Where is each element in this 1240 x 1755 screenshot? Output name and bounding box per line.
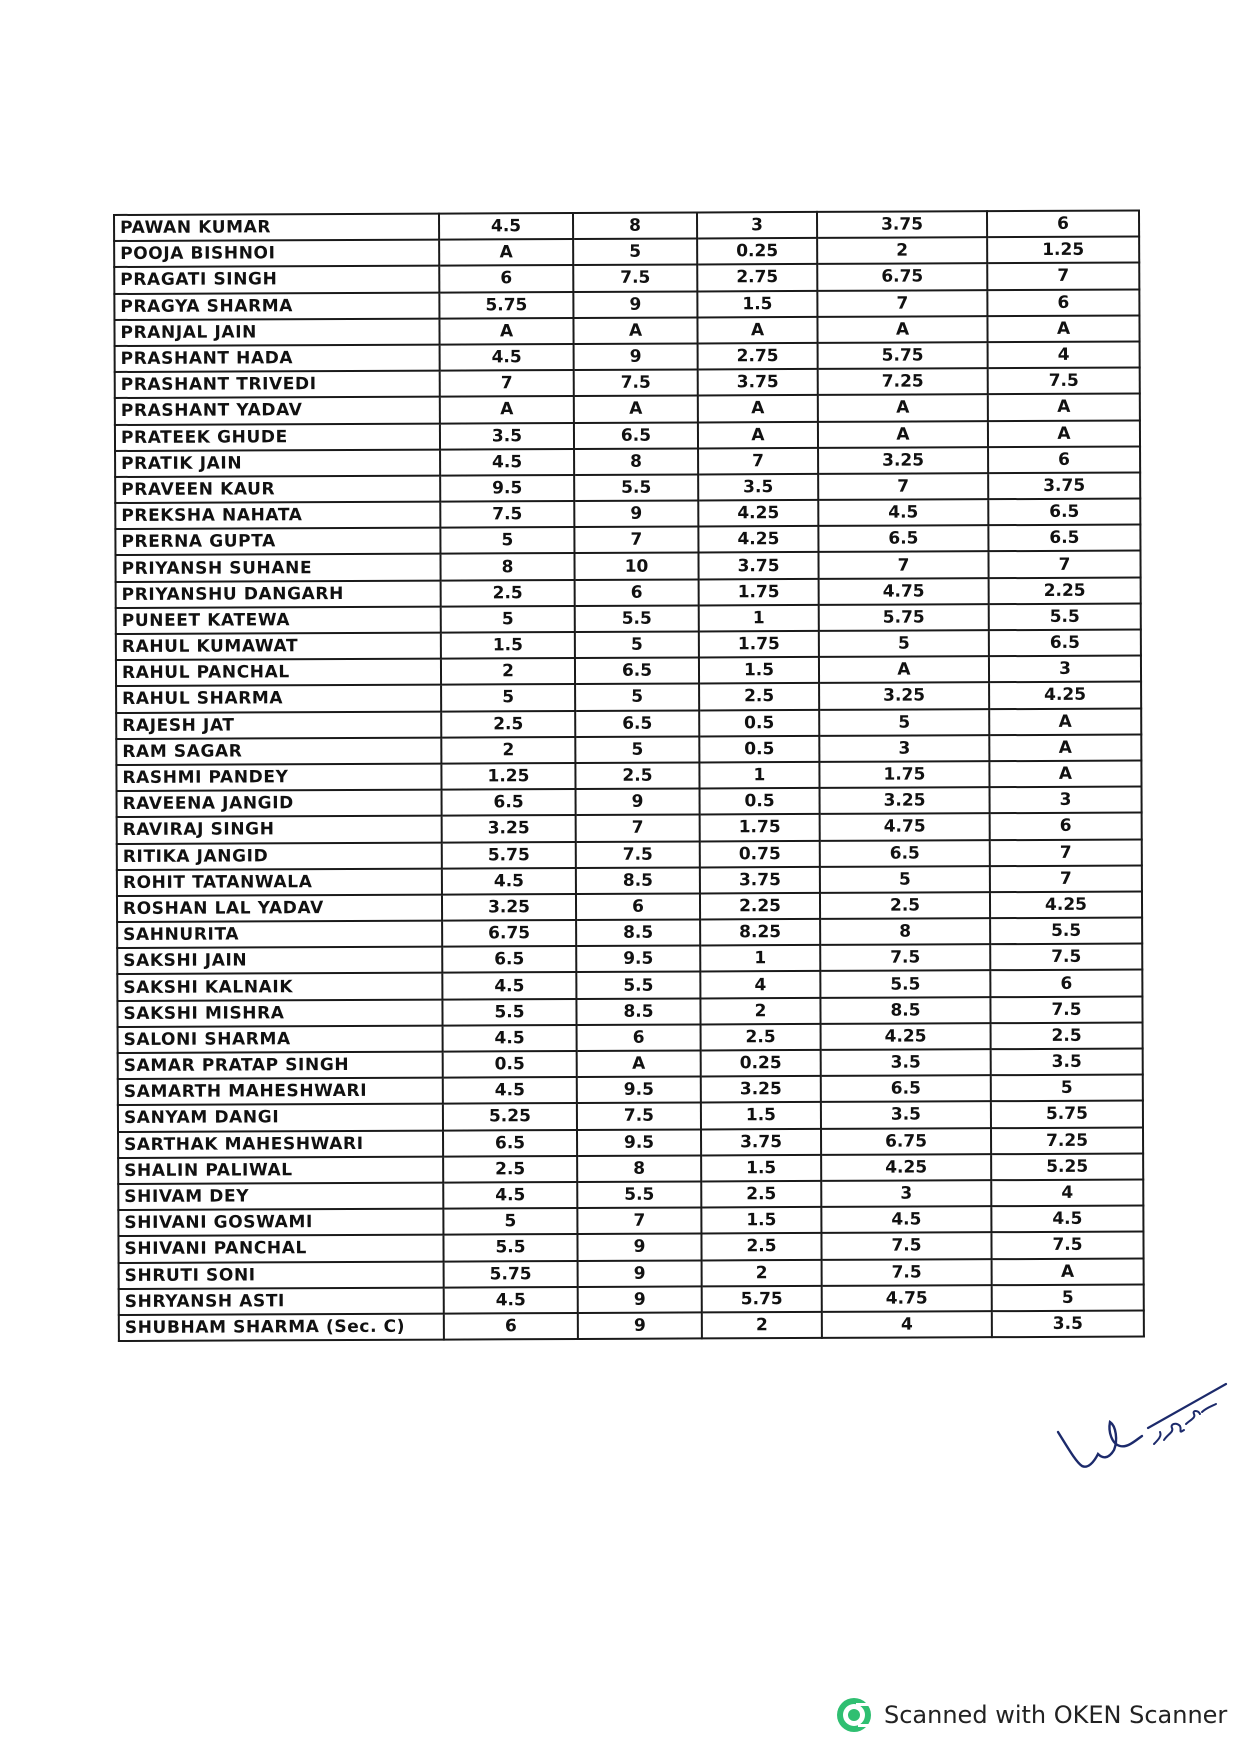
student-name-cell: RASHMI PANDEY [116,764,441,792]
mark-cell: 8 [440,553,574,580]
mark-cell: 2.5 [991,1022,1143,1049]
student-name-cell: SHRYANSH ASTI [119,1287,444,1315]
student-name-cell: SAKSHI MISHRA [117,999,442,1027]
mark-cell: 2 [441,658,575,685]
mark-cell: 2.5 [701,1024,821,1051]
mark-cell: 3.25 [819,683,989,710]
mark-cell: 6.5 [574,422,698,449]
mark-cell: 3.5 [821,1102,991,1129]
mark-cell: 3.75 [988,472,1140,499]
mark-cell: 6.75 [821,1128,991,1155]
student-name-cell: PRERNA GUPTA [115,528,440,556]
mark-cell: 7.5 [573,265,697,292]
mark-cell: 5.5 [990,918,1142,945]
mark-cell: 5.75 [818,342,988,369]
mark-cell: 3.75 [817,211,987,238]
student-name-cell: RITIKA JANGID [117,842,442,870]
mark-cell: 7 [818,473,988,500]
mark-cell: 8 [577,1155,701,1182]
mark-cell: 9.5 [577,1077,701,1104]
mark-cell: 4.5 [991,1206,1143,1233]
mark-cell: A [698,395,818,422]
mark-cell: 2.25 [989,577,1141,604]
mark-cell: 6 [439,265,573,292]
mark-cell: 4.5 [821,1206,991,1233]
mark-cell: 5.25 [443,1103,577,1130]
mark-cell: 5.5 [575,605,699,632]
mark-cell: 3.25 [442,815,576,842]
mark-cell: 3.75 [698,369,818,396]
mark-cell: A [577,1050,701,1077]
marks-sheet [113,210,1145,1343]
mark-cell: A [573,317,697,344]
mark-cell: 4.5 [443,1182,577,1209]
mark-cell: 8 [574,448,698,475]
mark-cell: 9.5 [440,475,574,502]
mark-cell: 2.5 [701,1233,821,1260]
mark-cell: 4.25 [698,500,818,527]
mark-cell: 1.5 [701,1102,821,1129]
student-name-cell: PRASHANT TRIVEDI [115,371,440,399]
mark-cell: A [989,734,1141,761]
mark-cell: 8.25 [700,919,820,946]
mark-cell: 3.75 [700,867,820,894]
mark-cell: 4.25 [698,526,818,553]
mark-cell: 2 [702,1259,822,1286]
mark-cell: 6 [987,289,1139,316]
mark-cell: A [818,421,988,448]
mark-cell: 2 [817,237,987,264]
mark-cell: 7.5 [822,1259,992,1286]
mark-cell: 3.75 [701,1128,821,1155]
mark-cell: 6.5 [443,1130,577,1157]
mark-cell: 4.5 [442,972,576,999]
mark-cell: 7.25 [991,1127,1143,1154]
student-name-cell: POOJA BISHNOI [114,240,439,268]
mark-cell: 4 [991,1179,1143,1206]
mark-cell: 3 [697,212,817,239]
student-name-cell: RAHUL PANCHAL [116,659,441,687]
oken-scanner-logo-icon [836,1697,872,1733]
mark-cell: 3.5 [991,1049,1143,1076]
mark-cell: 7.5 [820,944,990,971]
scanner-watermark-text: Scanned with OKEN Scanner [884,1701,1228,1729]
mark-cell: 4 [988,341,1140,368]
mark-cell: 5 [575,684,699,711]
mark-cell: A [697,317,817,344]
mark-cell: 4.75 [819,578,989,605]
marks-table [113,210,1145,1343]
mark-cell: 0.5 [699,736,819,763]
student-name-cell: PRANJAL JAIN [114,318,439,346]
mark-cell: 7.5 [990,944,1142,971]
mark-cell: 9 [574,501,698,528]
mark-cell: 2.5 [441,580,575,607]
mark-cell: A [989,760,1141,787]
mark-cell: 8 [573,212,697,239]
mark-cell: 7.5 [990,996,1142,1023]
mark-cell: 4.5 [443,1077,577,1104]
student-name-cell: PRATEEK GHUDE [115,423,440,451]
mark-cell: A [439,318,573,345]
mark-cell: 2.5 [820,892,990,919]
student-name-cell: SAMARTH MAHESHWARI [118,1078,443,1106]
mark-cell: 7 [576,815,700,842]
student-name-cell: PRASHANT YADAV [115,397,440,425]
student-name-cell: SHIVANI PANCHAL [118,1235,443,1263]
mark-cell: 5 [992,1284,1144,1311]
mark-cell: 3 [821,1180,991,1207]
mark-cell: 6.5 [575,658,699,685]
table-row [119,1310,1144,1341]
student-name-cell: SAKSHI KALNAIK [117,973,442,1001]
mark-cell: 8.5 [820,997,990,1024]
mark-cell: 5.75 [819,604,989,631]
mark-cell: 7.5 [574,370,698,397]
mark-cell: 3.5 [821,1049,991,1076]
mark-cell: 3.5 [992,1310,1144,1337]
mark-cell: 4.5 [440,449,574,476]
student-name-cell: SHIVANI GOSWAMI [118,1209,443,1237]
mark-cell: 5.5 [574,474,698,501]
student-name-cell: RAVEENA JANGID [117,790,442,818]
mark-cell: 4.5 [439,213,573,240]
mark-cell: 1.75 [700,814,820,841]
mark-cell: 5.75 [442,841,576,868]
mark-cell: 9.5 [576,946,700,973]
mark-cell: 5.5 [989,603,1141,630]
mark-cell: 4.25 [821,1154,991,1181]
student-name-cell: SARTHAK MAHESHWARI [118,1130,443,1158]
student-name-cell: RAHUL SHARMA [116,685,441,713]
mark-cell: 5.5 [442,999,576,1026]
mark-cell: 6.75 [817,264,987,291]
mark-cell: 0.75 [700,840,820,867]
mark-cell: A [439,239,573,266]
mark-cell: 7.5 [576,841,700,868]
mark-cell: 6 [577,1024,701,1051]
mark-cell: A [817,316,987,343]
student-name-cell: PREKSHA NAHATA [115,502,440,530]
mark-cell: 1.5 [697,290,817,317]
student-name-cell: SALONI SHARMA [118,1025,443,1053]
mark-cell: 10 [574,553,698,580]
mark-cell: 5 [991,1075,1143,1102]
mark-cell: 7 [698,448,818,475]
mark-cell: 2.75 [697,264,817,291]
mark-cell: 3 [990,787,1142,814]
mark-cell: 5 [575,631,699,658]
mark-cell: 2 [702,1312,822,1339]
mark-cell: 5.75 [991,1101,1143,1128]
mark-cell: 5.75 [702,1286,822,1313]
mark-cell: A [818,394,988,421]
mark-cell: 6.5 [988,525,1140,552]
mark-cell: 7 [440,370,574,397]
mark-cell: 6.75 [442,920,576,947]
student-name-cell: RAJESH JAT [116,711,441,739]
mark-cell: 4.75 [820,813,990,840]
mark-cell: 4.5 [443,1025,577,1052]
mark-cell: 3.5 [698,474,818,501]
student-name-cell: PRATIK JAIN [115,449,440,477]
mark-cell: 6.5 [821,1075,991,1102]
mark-cell: 5.75 [444,1260,578,1287]
student-name-cell: SHALIN PALIWAL [118,1156,443,1184]
mark-cell: 2.5 [443,1156,577,1183]
mark-cell: 7.5 [577,1103,701,1130]
mark-cell: 4.25 [989,682,1141,709]
mark-cell: 7.5 [821,1232,991,1259]
mark-cell: 1.25 [987,237,1139,264]
mark-cell: 5 [819,709,989,736]
mark-cell: 1 [700,945,820,972]
mark-cell: A [988,394,1140,421]
student-name-cell: PRIYANSH SUHANE [115,554,440,582]
mark-cell: 3.75 [698,552,818,579]
mark-cell: 1 [699,762,819,789]
mark-cell: 7 [990,839,1142,866]
mark-cell: 6.5 [988,499,1140,526]
student-name-cell: SAMAR PRATAP SINGH [118,1052,443,1080]
mark-cell: 9 [576,789,700,816]
mark-cell: 0.5 [700,788,820,815]
mark-cell: 9 [578,1286,702,1313]
student-name-cell: RAVIRAJ SINGH [117,816,442,844]
mark-cell: 0.5 [699,709,819,736]
mark-cell: 0.25 [701,1050,821,1077]
mark-cell: A [698,421,818,448]
student-name-cell: ROHIT TATANWALA [117,868,442,896]
mark-cell: 7 [574,527,698,554]
mark-cell: 7.5 [991,1232,1143,1259]
mark-cell: 3.25 [818,447,988,474]
student-name-cell: SAHNURITA [117,921,442,949]
mark-cell: 6.5 [818,525,988,552]
mark-cell: 5.5 [576,972,700,999]
mark-cell: 5.5 [443,1234,577,1261]
mark-cell: 7 [818,552,988,579]
mark-cell: 1.75 [819,761,989,788]
mark-cell: 1.25 [441,763,575,790]
mark-cell: 6.5 [989,630,1141,657]
mark-cell: 6 [575,579,699,606]
mark-cell: A [819,656,989,683]
mark-cell: 7.25 [818,368,988,395]
mark-cell: 8.5 [576,867,700,894]
mark-cell: 7 [988,551,1140,578]
mark-cell: 2.5 [699,683,819,710]
mark-cell: 5 [441,606,575,633]
mark-cell: 9 [578,1260,702,1287]
student-name-cell: PRASHANT HADA [115,345,440,373]
mark-cell: 7.5 [988,368,1140,395]
mark-cell: 7.5 [440,501,574,528]
student-name-cell: PRIYANSHU DANGARH [116,580,441,608]
mark-cell: 9 [578,1312,702,1339]
mark-cell: 2.75 [698,343,818,370]
mark-cell: 8 [820,918,990,945]
mark-cell: 6.5 [575,710,699,737]
mark-cell: 6 [576,893,700,920]
mark-cell: 5.75 [439,292,573,319]
mark-cell: 6 [444,1313,578,1340]
mark-cell: 9 [573,291,697,318]
mark-cell: A [989,708,1141,735]
mark-cell: 2.25 [700,893,820,920]
mark-cell: A [992,1258,1144,1285]
mark-cell: 3 [989,656,1141,683]
mark-cell: 6 [990,970,1142,997]
student-name-cell: SHRUTI SONI [119,1261,444,1289]
mark-cell: 9 [577,1234,701,1261]
mark-cell: 5 [441,684,575,711]
handwritten-signature [1050,1370,1230,1480]
mark-cell: 7 [987,263,1139,290]
mark-cell: 6.5 [442,789,576,816]
mark-cell: 5 [819,630,989,657]
mark-cell: 6.5 [442,946,576,973]
mark-cell: 4.25 [990,891,1142,918]
mark-cell: 5.5 [820,971,990,998]
mark-cell: 4.5 [442,868,576,895]
mark-cell: 7 [577,1208,701,1235]
mark-cell: 4.5 [444,1287,578,1314]
student-name-cell: SANYAM DANGI [118,1104,443,1132]
mark-cell: 4.5 [440,344,574,371]
mark-cell: A [987,315,1139,342]
student-name-cell: RAHUL KUMAWAT [116,633,441,661]
mark-cell: 6 [988,446,1140,473]
student-name-cell: ROSHAN LAL YADAV [117,894,442,922]
mark-cell: 1 [699,605,819,632]
mark-cell: 6.5 [820,840,990,867]
mark-cell: 8.5 [576,998,700,1025]
student-name-cell: PUNEET KATEWA [116,606,441,634]
mark-cell: 5.25 [991,1153,1143,1180]
mark-cell: 2.5 [701,1181,821,1208]
student-name-cell: SHUBHAM SHARMA (Sec. C) [119,1313,444,1341]
student-name-cell: PRAVEEN KAUR [115,475,440,503]
mark-cell: 1.5 [701,1155,821,1182]
scanner-watermark [836,1695,1227,1735]
marks-table-body [114,211,1144,1342]
mark-cell: 1.5 [441,632,575,659]
mark-cell: 5 [573,239,697,266]
student-name-cell: RAM SAGAR [116,737,441,765]
mark-cell: 4.75 [822,1285,992,1312]
mark-cell: 7 [817,290,987,317]
mark-cell: 3 [819,735,989,762]
mark-cell: 1.75 [699,579,819,606]
mark-cell: 2 [700,998,820,1025]
mark-cell: 2 [441,737,575,764]
mark-cell: 1.5 [701,1207,821,1234]
student-name-cell: SHIVAM DEY [118,1183,443,1211]
mark-cell: 2.5 [575,762,699,789]
student-name-cell: SAKSHI JAIN [117,947,442,975]
mark-cell: 7 [990,865,1142,892]
mark-cell: 0.25 [697,238,817,265]
mark-cell: 6 [990,813,1142,840]
mark-cell: 5 [575,736,699,763]
mark-cell: 2.5 [441,711,575,738]
mark-cell: 3.25 [701,1076,821,1103]
mark-cell: 8.5 [576,920,700,947]
mark-cell: 9 [574,343,698,370]
mark-cell: 3.25 [442,894,576,921]
mark-cell: A [988,420,1140,447]
student-name-cell: PRAGYA SHARMA [114,292,439,320]
mark-cell: 5 [440,527,574,554]
mark-cell: 5.5 [577,1181,701,1208]
mark-cell: 5 [820,866,990,893]
mark-cell: 4.5 [818,499,988,526]
mark-cell: A [574,396,698,423]
mark-cell: 6 [987,211,1139,238]
mark-cell: 0.5 [443,1051,577,1078]
mark-cell: 3.25 [820,787,990,814]
mark-cell: 1.75 [699,631,819,658]
mark-cell: 3.5 [440,422,574,449]
mark-cell: A [440,396,574,423]
mark-cell: 4 [822,1311,992,1338]
mark-cell: 1.5 [699,657,819,684]
mark-cell: 9.5 [577,1129,701,1156]
mark-cell: 4 [700,971,820,998]
mark-cell: 4.25 [821,1023,991,1050]
student-name-cell: PAWAN KUMAR [114,214,439,242]
student-name-cell: PRAGATI SINGH [114,266,439,294]
mark-cell: 5 [443,1208,577,1235]
